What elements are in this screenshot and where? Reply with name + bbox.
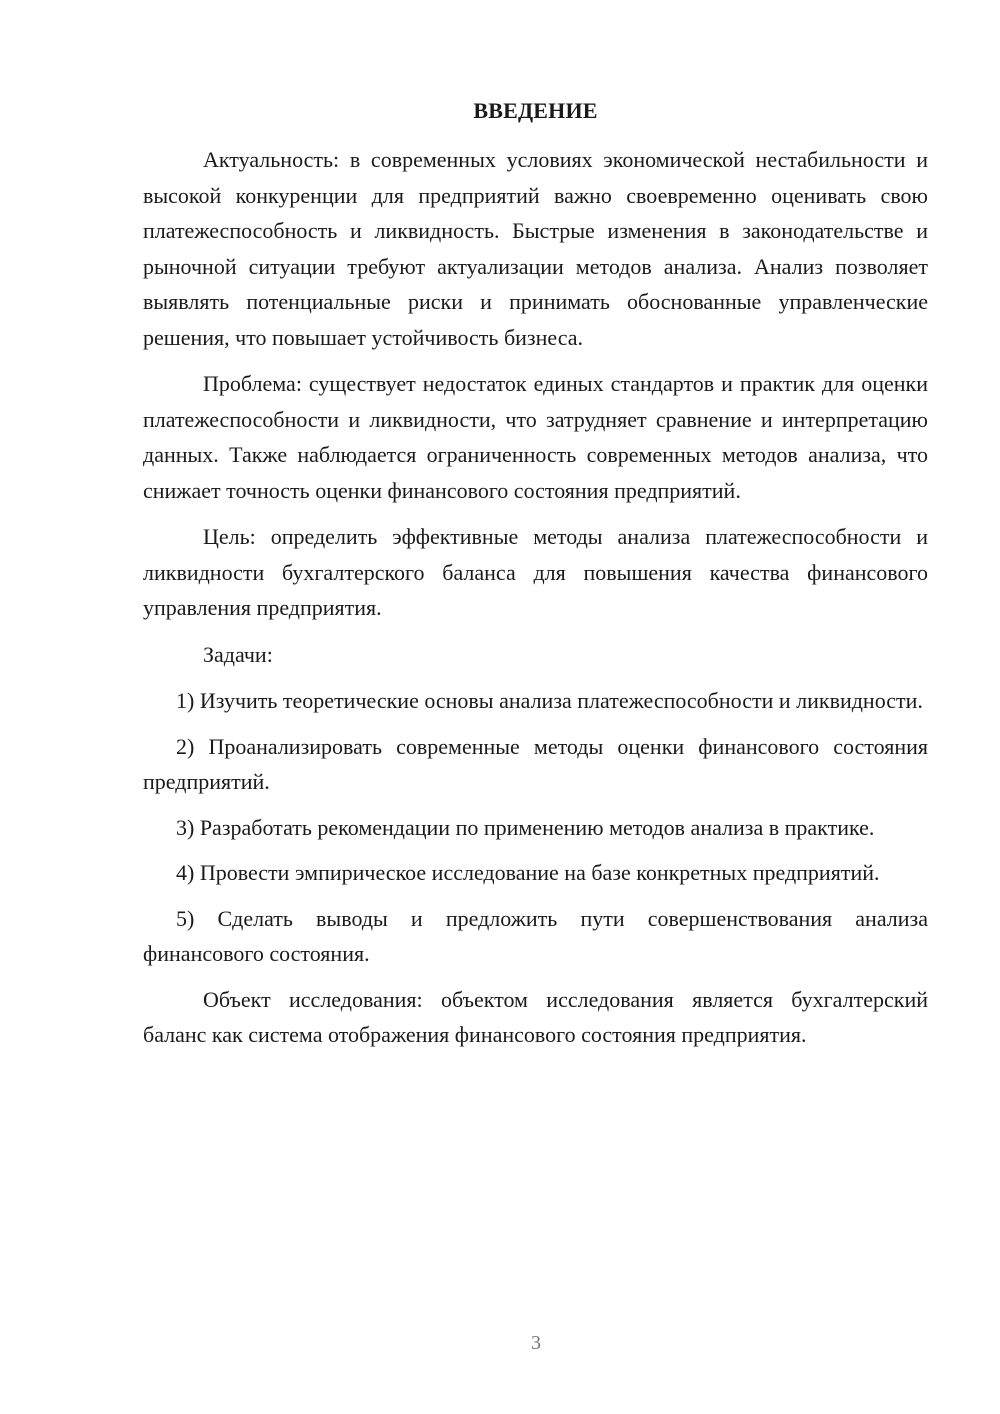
task-item-3: 3) Разработать рекомендации по применению методов анализа в практике. bbox=[176, 814, 875, 840]
paragraph-goal: Цель: определить эффективные методы анализа платежеспособности и ликвидности бухгалтерского баланса для повышения качества финансового управления предприятия. bbox=[143, 524, 928, 620]
task-item-4: 4) Провести эмпирическое исследование на базе конкретных предприятий. bbox=[176, 860, 880, 885]
paragraph-relevance: Актуальность: в современных условиях экономической нестабильности и высокой конкуренции для предприятий важно своевременно оценивать свою платежеспособность и ликвидность. Быстрые изменения в законодательстве и рыночной ситуации требуют актуализации методов анализа. Анализ позволяет выявлять потенциальные риски и принимать обоснованные управленческие решения, что повышает устойчивость бизнеса. bbox=[143, 147, 928, 350]
page-number: 3 bbox=[531, 1332, 541, 1354]
task-item-5: 5) Сделать выводы и предложить пути совершенствования анализа финансового состояния. bbox=[143, 905, 928, 966]
page-content bbox=[143, 94, 928, 1064]
section-heading: ВВЕДЕНИЕ bbox=[473, 98, 598, 123]
paragraph-tasks-label: Задачи: bbox=[203, 641, 273, 667]
task-item-2: 2) Проанализировать современные методы оценки финансового состояния предприятий. bbox=[143, 733, 928, 794]
paragraph-object: Объект исследования: объектом исследования является бухгалтерский баланс как система отображения финансового состояния предприятия. bbox=[143, 986, 928, 1047]
paragraph-problem: Проблема: существует недостаток единых стандартов и практик для оценки платежеспособности и ликвидности, что затрудняет сравнение и интерпретацию данных. Также наблюдается ограниченность современных методов анализа, что снижает точность оценки финансового состояния предприятий. bbox=[143, 371, 928, 503]
task-item-1: 1) Изучить теоретические основы анализа платежеспособности и ликвидности. bbox=[176, 688, 923, 713]
